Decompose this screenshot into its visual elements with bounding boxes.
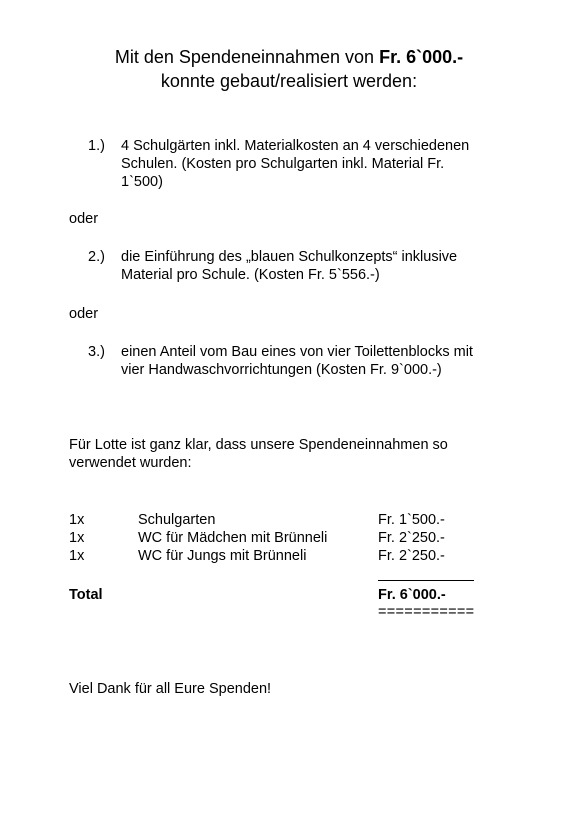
option-text <box>121 248 513 284</box>
double-underline: =========== <box>378 604 475 620</box>
cost-row <box>0 547 578 565</box>
cost-qty: 1x <box>69 512 85 528</box>
total-label: Total <box>69 587 103 603</box>
cost-row <box>0 529 578 547</box>
cost-qty: 1x <box>69 548 85 564</box>
cost-desc: WC für Jungs mit Brünneli <box>138 548 307 564</box>
option-line: Material pro Schule. (Kosten Fr. 5`556.-) <box>121 267 380 283</box>
title-prefix: Mit den Spendeneinnahmen von <box>114 47 380 67</box>
option-number: 2.) <box>88 249 105 265</box>
option-number: 3.) <box>88 344 105 360</box>
summary-line: verwendet wurden: <box>69 455 192 471</box>
option-line: die Einführung des „blauen Schulkonzepts“ inklusive <box>121 249 458 265</box>
option-text <box>121 137 513 191</box>
cost-row <box>0 511 578 529</box>
page-title <box>0 45 578 69</box>
closing-text: Viel Dank für all Eure Spenden! <box>69 681 272 697</box>
cost-desc: WC für Mädchen mit Brünneli <box>138 530 328 546</box>
sum-underline <box>378 580 474 581</box>
option-line: 4 Schulgärten inkl. Materialkosten an 4 verschiedenen <box>121 138 470 154</box>
cost-desc: Schulgarten <box>138 512 216 528</box>
option-line: einen Anteil vom Bau eines von vier Toilettenblocks mit <box>121 344 473 360</box>
separator-or: oder <box>69 306 99 322</box>
option-number: 1.) <box>88 138 105 154</box>
title-amount: Fr. 6`000.- <box>379 47 464 67</box>
cost-qty: 1x <box>69 530 85 546</box>
cost-amount: Fr. 1`500.- <box>378 512 445 528</box>
separator-or: oder <box>69 211 99 227</box>
summary-line: Für Lotte ist ganz klar, dass unsere Spendeneinnahmen so <box>69 437 448 453</box>
option-line: 1`500) <box>121 174 163 190</box>
option-line: Schulen. (Kosten pro Schulgarten inkl. Material Fr. <box>121 156 445 172</box>
option-line: vier Handwaschvorrichtungen (Kosten Fr. 9`000.-) <box>121 362 442 378</box>
cost-amount: Fr. 2`250.- <box>378 530 445 546</box>
total-amount: Fr. 6`000.- <box>378 587 446 603</box>
cost-amount: Fr. 2`250.- <box>378 548 445 564</box>
option-text <box>121 343 513 379</box>
page-subtitle: konnte gebaut/realisiert werden: <box>160 71 418 91</box>
